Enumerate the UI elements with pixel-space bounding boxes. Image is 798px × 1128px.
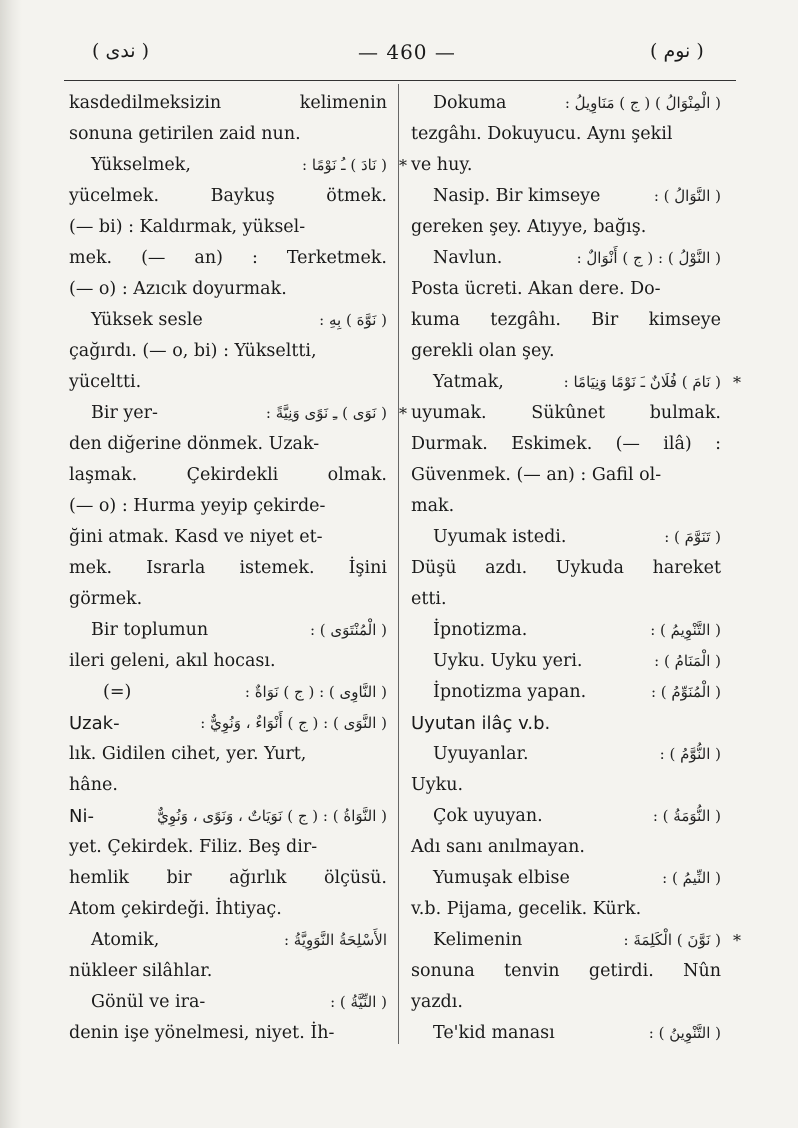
line-text: Gönül ve ira- <box>91 992 206 1012</box>
line-text: çağırdı. (— o, bi) : Yükseltti, <box>69 341 317 361</box>
text-line <box>411 150 721 181</box>
line-text: tezgâhı. Dokuyucu. Aynı şekil <box>411 124 673 144</box>
line-text: ileri geleni, akıl hocası. <box>69 651 276 671</box>
text-line <box>411 119 721 150</box>
text-line <box>411 367 741 398</box>
text-line <box>69 615 387 646</box>
text-line <box>411 894 721 925</box>
arabic-headword: ( النَّوْلُ ) : ( ج ) أَنْوَالٌ : <box>576 249 721 267</box>
arabic-headword: ( الْمِنْوَالُ ) ( ج ) مَنَاوِيلُ : <box>564 94 721 112</box>
page-edge-shadow <box>0 0 22 1128</box>
line-text: (— o) : Azıcık doyurmak. <box>69 279 287 299</box>
text-line <box>411 88 721 119</box>
word: Sükûnet <box>531 403 606 423</box>
arabic-headword: ( الْمُنْتَوَى ) : <box>309 621 387 639</box>
text-line <box>411 770 721 801</box>
line-text: (— bi) : Kaldırmak, yüksel- <box>69 217 306 237</box>
word: kuma <box>411 310 460 330</box>
text-line <box>69 336 387 367</box>
line-text: Çok uyuyan. <box>433 806 543 826</box>
text-line <box>69 894 387 925</box>
text-line <box>69 398 407 429</box>
arabic-headword: ( الْمَنَامُ ) : <box>654 652 721 670</box>
arabic-headword: ( نَوَّهَ ) بِهِ : <box>319 311 387 329</box>
arabic-headword: ( النَّوَى ) : ( ج ) أَنْوَاءٌ ، وَنُوِيٌّ : <box>200 714 387 732</box>
word: Eskimek. <box>511 434 593 454</box>
entry-star-marker: * <box>733 373 741 392</box>
word: istemek. <box>239 558 315 578</box>
text-line <box>69 832 387 863</box>
word: Israrla <box>146 558 206 578</box>
text-line <box>411 708 721 739</box>
line-text: hâne. <box>69 775 118 795</box>
word: laşmak. <box>69 465 138 485</box>
word: sonuna <box>411 961 475 981</box>
line-text: v.b. Pijama, gecelik. Kürk. <box>411 899 642 919</box>
word: (— <box>615 434 640 454</box>
word: Düşü <box>411 558 457 578</box>
word: ağırlık <box>229 868 287 888</box>
text-line <box>411 243 721 274</box>
text-line <box>69 88 387 119</box>
text-line <box>69 212 387 243</box>
word: Terketmek. <box>286 248 387 268</box>
line-text: Nasip. Bir kimseye <box>433 186 601 206</box>
line-text: Kelimenin <box>433 930 523 950</box>
text-line <box>69 1018 387 1049</box>
text-line <box>411 336 721 367</box>
word: Baykuş <box>210 186 275 206</box>
text-line <box>69 987 387 1018</box>
text-line <box>69 150 407 181</box>
arabic-headword: ( نَوَّنَ ) الْكَلِمَةَ : <box>623 931 721 949</box>
line-text: Dokuma <box>433 93 507 113</box>
header-left-root: ( ندى ) <box>92 40 150 62</box>
text-line <box>411 460 721 491</box>
word: tezgâhı. <box>490 310 561 330</box>
word: Bir <box>591 310 619 330</box>
word: yücelmek. <box>69 186 160 206</box>
text-line <box>411 801 721 832</box>
word: olmak. <box>327 465 387 485</box>
word: an) <box>194 248 223 268</box>
header-right-root: ( نوم ) <box>650 40 704 62</box>
text-line <box>411 739 721 770</box>
text-line <box>411 305 721 336</box>
word: Çekirdekli <box>186 465 279 485</box>
line-text: Ni- <box>69 806 94 827</box>
arabic-headword: الأَسْلِحَةُ النَّوَوِيَّةُ : <box>283 931 387 949</box>
line-text: den diğerine dönmek. Uzak- <box>69 434 320 454</box>
line-text: sonuna getirilen zaid nun. <box>69 124 301 144</box>
line-text: İpnotizma yapan. <box>433 682 587 702</box>
text-line <box>69 646 387 677</box>
text-line <box>411 212 721 243</box>
line-text: Uyumak istedi. <box>433 527 567 547</box>
text-line <box>411 925 741 956</box>
arabic-headword: ( النَّوَالُ ) : <box>653 187 721 205</box>
line-text: yet. Çekirdek. Filiz. Beş dir- <box>69 837 318 857</box>
text-line <box>411 677 721 708</box>
line-text: Yumuşak elbise <box>433 868 570 888</box>
word: uyumak. <box>411 403 487 423</box>
text-line <box>69 243 387 274</box>
line-text: yüceltti. <box>69 372 142 392</box>
line-text: Posta ücreti. Akan dere. Do- <box>411 279 661 299</box>
text-line <box>411 274 721 305</box>
text-line <box>69 956 387 987</box>
word: Nûn <box>683 961 721 981</box>
word: hemlik <box>69 868 130 888</box>
word: mek. <box>69 248 113 268</box>
line-text: Uyku. Uyku yeri. <box>433 651 583 671</box>
word: ilâ) <box>663 434 692 454</box>
text-line <box>411 584 721 615</box>
line-text: Uyuyanlar. <box>433 744 529 764</box>
word: mek. <box>69 558 113 578</box>
page-number: — 460 — <box>358 40 456 64</box>
entry-star-marker: * <box>399 404 407 423</box>
text-line <box>69 274 387 305</box>
line-text: Yükselmek, <box>91 155 191 175</box>
line-text: Atomik, <box>91 930 160 950</box>
text-line <box>69 584 387 615</box>
line-text: (— o) : Hurma yeyip çekirde- <box>69 496 326 516</box>
line-text: (=) <box>103 682 132 702</box>
text-line <box>69 677 387 708</box>
text-line <box>69 367 387 398</box>
text-line <box>69 305 387 336</box>
word: Uykuda <box>555 558 624 578</box>
line-text: yazdı. <box>411 992 463 1012</box>
word: : <box>251 248 258 268</box>
arabic-headword: ( نَامَ ) فُلَانٌ ـَ نَوْمًا وَنِيَامًا : <box>563 373 721 391</box>
word: kasdedilmeksizin <box>69 93 222 113</box>
word: ötmek. <box>326 186 387 206</box>
entry-star-marker: * <box>399 156 407 175</box>
word: getirdi. <box>588 961 654 981</box>
right-column <box>411 88 741 1049</box>
word: (— <box>141 248 166 268</box>
line-text: ve huy. <box>411 155 473 175</box>
word: Durmak. <box>411 434 488 454</box>
text-line <box>411 615 721 646</box>
line-text: Bir toplumun <box>91 620 209 640</box>
text-line <box>411 398 721 429</box>
text-line <box>69 553 387 584</box>
arabic-headword: ( تَنَوَّمَ ) : <box>664 528 721 546</box>
text-line <box>411 1018 721 1049</box>
word: tenvin <box>504 961 560 981</box>
arabic-headword: ( التَّنْوِيمُ ) : <box>650 621 721 639</box>
text-line <box>411 832 721 863</box>
line-text: nükleer silâhlar. <box>69 961 213 981</box>
column-divider <box>398 84 399 1044</box>
line-text: Te'kid manası <box>433 1023 555 1043</box>
line-text: Yüksek sesle <box>91 310 203 330</box>
arabic-headword: ( النِّيمُ ) : <box>662 869 721 887</box>
arabic-headword: ( النَّاوِى ) : ( ج ) نَوَاةٌ : <box>244 683 387 701</box>
line-text: Uyutan ilâç v.b. <box>411 713 551 734</box>
word: azdı. <box>485 558 528 578</box>
word: İşini <box>348 558 387 578</box>
text-line <box>69 429 387 460</box>
text-line <box>411 553 721 584</box>
text-line <box>411 987 721 1018</box>
text-line <box>69 491 387 522</box>
text-line <box>411 491 721 522</box>
word: : <box>715 434 721 454</box>
text-line <box>69 770 387 801</box>
word: ölçüsü. <box>323 868 387 888</box>
left-column <box>69 88 407 1049</box>
text-line <box>411 522 721 553</box>
entry-star-marker: * <box>733 931 741 950</box>
text-line <box>69 708 387 739</box>
line-text: Bir yer- <box>91 403 158 423</box>
text-line <box>69 925 387 956</box>
line-text: mak. <box>411 496 455 516</box>
arabic-headword: ( النُّوَمَةُ ) : <box>652 807 721 825</box>
header-rule <box>64 80 736 81</box>
line-text: etti. <box>411 589 447 609</box>
arabic-headword: ( النِّيَّةُ ) : <box>330 993 387 1011</box>
text-line <box>69 801 387 832</box>
arabic-headword: ( النَّوَاةُ ) : ( ج ) نَوَيَاتٌ ، وَنَوًى ، وَنُوِيٌّ <box>157 807 387 825</box>
line-text: lık. Gidilen cihet, yer. Yurt, <box>69 744 307 764</box>
text-line <box>69 863 387 894</box>
line-text: gereken şey. Atıyye, bağış. <box>411 217 647 237</box>
text-line <box>411 181 721 212</box>
line-text: Yatmak, <box>433 372 504 392</box>
arabic-headword: ( الْمُنَوِّمُ ) : <box>650 683 721 701</box>
arabic-headword: ( نَادَ ) ـُ نَوْمًا : <box>302 156 387 174</box>
text-line <box>411 429 721 460</box>
line-text: Uyku. <box>411 775 464 795</box>
word: bulmak. <box>649 403 721 423</box>
text-line <box>69 460 387 491</box>
line-text: İpnotizma. <box>433 620 528 640</box>
text-line <box>411 863 721 894</box>
word: kelimenin <box>299 93 387 113</box>
word: hareket <box>652 558 721 578</box>
arabic-headword: ( النُّوَّمُ ) : <box>659 745 721 763</box>
line-text: Adı sanı anılmayan. <box>411 837 585 857</box>
text-line <box>69 522 387 553</box>
word: bir <box>166 868 192 888</box>
text-line <box>69 119 387 150</box>
text-line <box>69 181 387 212</box>
line-text: denin işe yönelmesi, niyet. İh- <box>69 1023 335 1043</box>
line-text: ğini atmak. Kasd ve niyet et- <box>69 527 323 547</box>
word: kimseye <box>648 310 721 330</box>
line-text: Uzak- <box>69 713 120 734</box>
line-text: Atom çekirdeği. İhtiyaç. <box>69 899 282 919</box>
text-line <box>411 956 721 987</box>
line-text: Navlun. <box>433 248 503 268</box>
line-text: gerekli olan şey. <box>411 341 555 361</box>
arabic-headword: ( التَّنْوِينُ ) : <box>648 1024 721 1042</box>
line-text: Güvenmek. (— an) : Gafil ol- <box>411 465 662 485</box>
text-line <box>69 739 387 770</box>
text-line <box>411 646 721 677</box>
line-text: görmek. <box>69 589 143 609</box>
arabic-headword: ( نَوَى ) ـِ نَوًى وَنِيَّةً : <box>265 404 387 422</box>
